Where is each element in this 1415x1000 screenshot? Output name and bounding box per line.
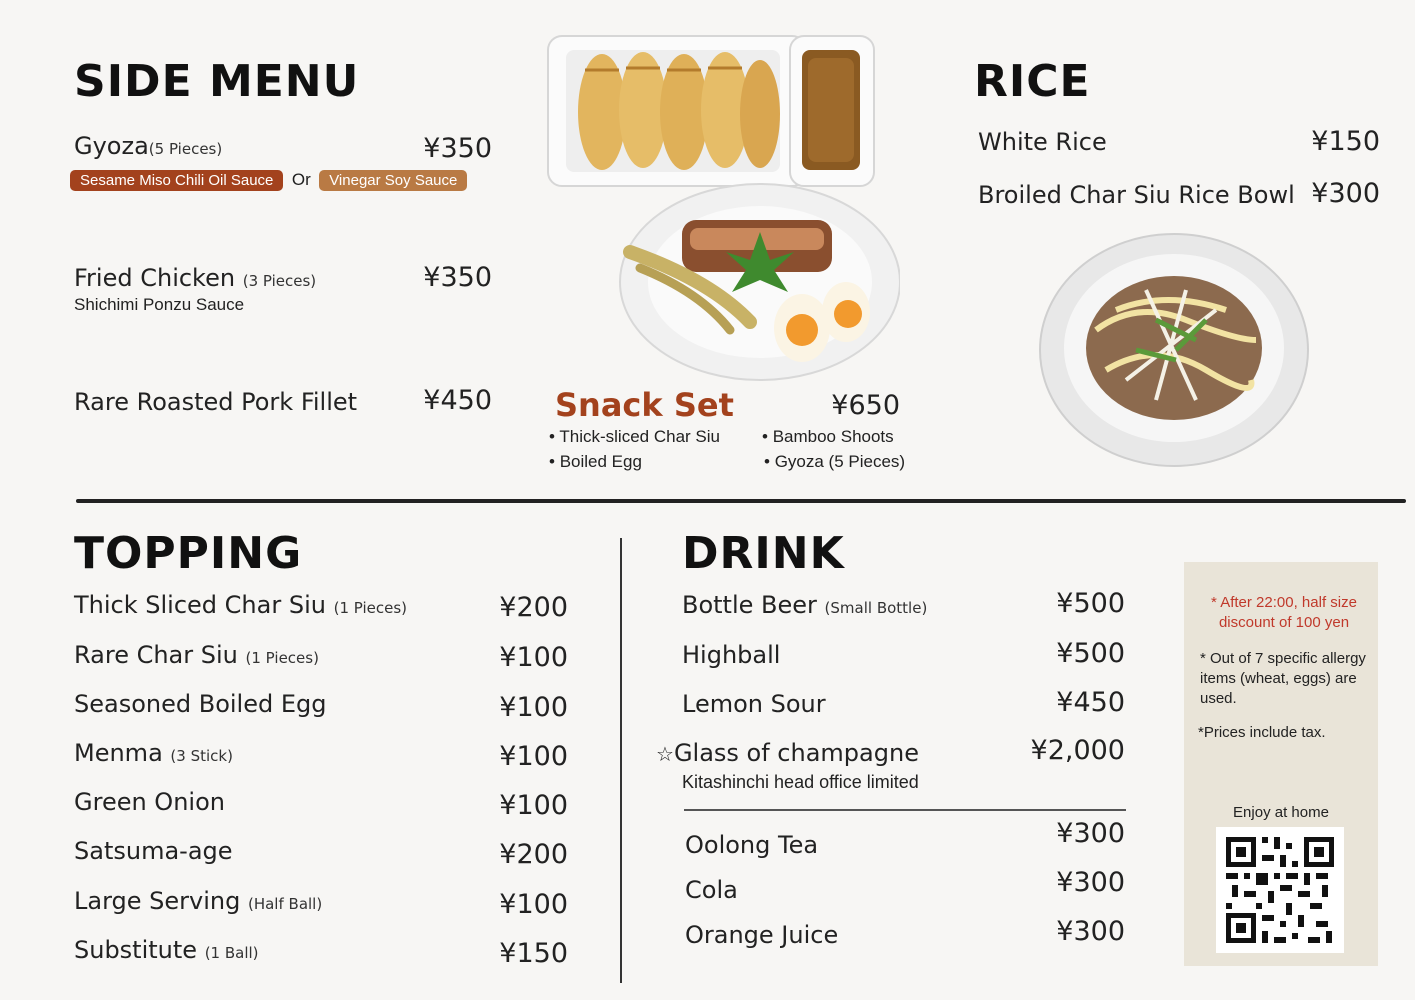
topping-item-name: Large Serving [74,887,241,915]
section-divider [76,499,1406,503]
drink-item-price: ¥500 [1056,588,1125,619]
fried-chicken-price: ¥350 [423,262,492,293]
topping-item-qty: (1 Ball) [204,944,259,962]
topping-item [74,936,259,964]
soft-drink-price: ¥300 [1056,818,1125,849]
topping-item-name: Menma [74,739,163,767]
drink-item-price: ¥500 [1056,638,1125,669]
qr-code-icon[interactable] [1216,827,1344,953]
topping-item-qty: (Half Ball) [247,895,323,913]
snack-item: • Gyoza (5 Pieces) [764,452,906,471]
sauce-tag-sesame-miso: Sesame Miso Chili Oil Sauce [70,170,283,191]
gyoza-qty: (5 Pieces) [148,140,223,158]
topping-item-name: Substitute [74,936,198,964]
sauce-or-label: Or [291,170,311,189]
drink-item-qty: (Small Bottle) [824,599,928,617]
snack-item: • Boiled Egg [549,452,642,471]
topping-item-price: ¥200 [499,839,568,870]
soft-drink-name: Cola [685,876,738,904]
snack-set-title: Snack Set [555,386,734,424]
topping-item-price: ¥200 [499,592,568,623]
topping-item [74,788,225,816]
topping-item [74,690,326,718]
topping-item-name: Thick Sliced Char Siu [74,591,326,619]
gyoza-price: ¥350 [423,133,492,164]
drink-item [682,591,927,619]
drink-item-name: Bottle Beer [682,591,817,619]
snack-set-price: ¥650 [831,390,900,421]
drink-item-name: Lemon Sour [682,690,826,718]
drink-item [682,641,780,669]
side-menu-title: SIDE MENU [74,56,360,107]
enjoy-at-home-label: Enjoy at home [1233,804,1329,821]
star-outline-icon: ☆ [656,742,674,766]
rice-title: RICE [974,56,1091,107]
pork-fillet-item: Rare Roasted Pork Fillet [74,388,358,416]
topping-title: TOPPING [74,528,303,579]
champagne-note: Kitashinchi head office limited [682,772,919,792]
topping-item-price: ¥100 [499,692,568,723]
drink-item [682,690,826,718]
topping-item-name: Seasoned Boiled Egg [74,690,327,718]
gyoza-name: Gyoza [74,132,149,160]
gyoza-sauce-options [70,170,467,191]
drink-item [656,739,919,767]
topping-item-price: ¥100 [499,741,568,772]
topping-item-price: ¥100 [499,642,568,673]
topping-item-name: Green Onion [74,788,225,816]
topping-item-qty: (1 Pieces) [245,649,319,667]
topping-item-price: ¥150 [499,938,568,969]
rice-item-name: White Rice [978,128,1107,156]
sauce-tag-vinegar-soy: Vinegar Soy Sauce [319,170,467,191]
topping-item-price: ¥100 [499,790,568,821]
snack-item: • Bamboo Shoots [762,427,894,446]
pork-fillet-price: ¥450 [423,385,492,416]
drink-item-price: ¥2,000 [1030,735,1125,766]
topping-item-name: Rare Char Siu [74,641,238,669]
drink-item-price: ¥450 [1056,687,1125,718]
topping-item-price: ¥100 [499,889,568,920]
topping-item-name: Satsuma-age [74,837,233,865]
soft-drink-price: ¥300 [1056,867,1125,898]
late-night-discount-note: * After 22:00, half size discount of 100 yen [1211,594,1357,631]
snack-item-label: Thick-sliced Char Siu [559,427,720,446]
allergy-note: * Out of 7 specific allergy items (wheat, eggs) are used. [1200,650,1366,707]
drink-item-name: Highball [682,641,781,669]
fried-chicken-item [74,264,316,292]
topping-item [74,641,319,669]
drink-title: DRINK [682,528,845,579]
snack-item-label: Boiled Egg [559,452,642,471]
fried-chicken-name: Fried Chicken [74,264,236,292]
snack-set-illustration [540,30,900,390]
drink-divider [684,809,1126,811]
topping-item [74,591,407,619]
snack-item-label: Bamboo Shoots [772,427,894,446]
topping-item [74,887,322,915]
snack-item-label: Gyoza (5 Pieces) [774,452,906,471]
soft-drink-price: ¥300 [1056,916,1125,947]
topping-item [74,837,233,865]
fried-chicken-sauce: Shichimi Ponzu Sauce [74,295,245,314]
snack-item: • Thick-sliced Char Siu [549,427,720,446]
rice-item-price: ¥300 [1311,178,1380,209]
rice-item-name: Broiled Char Siu Rice Bowl [978,181,1295,209]
topping-item-qty: (3 Stick) [170,747,233,765]
topping-item [74,739,233,767]
gyoza-item [74,132,222,160]
soft-drink-name: Oolong Tea [685,831,819,859]
fried-chicken-qty: (3 Pieces) [242,272,317,290]
rice-item-price: ¥150 [1311,126,1380,157]
tax-note: *Prices include tax. [1198,724,1326,741]
drink-item-name: Glass of champagne [673,739,919,767]
soft-drink-name: Orange Juice [685,921,839,949]
gyoza-tray-image [548,36,874,186]
topping-item-qty: (1 Pieces) [333,599,408,617]
column-divider [620,538,622,983]
rice-bowl-illustration [1036,230,1312,470]
char-siu-plate-image [620,184,900,380]
